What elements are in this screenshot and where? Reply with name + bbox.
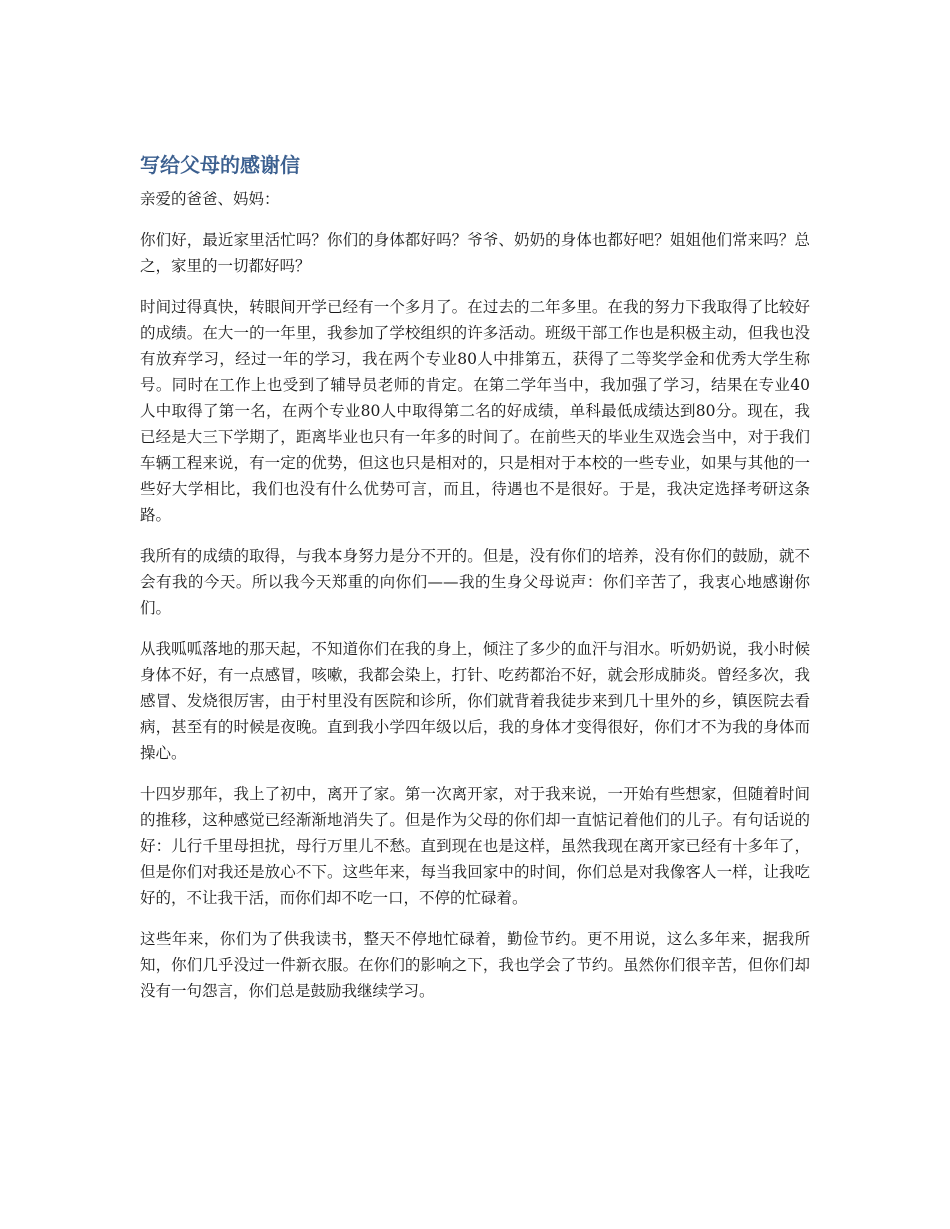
paragraph-greeting: 你们好，最近家里活忙吗？你们的身体都好吗？爷爷、奶奶的身体也都好吧？姐姐他们常来吗？总之，家里的一切都好吗？	[140, 231, 810, 275]
document-title: 写给父母的感谢信	[140, 153, 300, 177]
letter-page	[140, 150, 810, 1019]
paragraph-frugality: 这些年来，你们为了供我读书，整天不停地忙碌着，勤俭节约。更不用说，这么多年来，据我所知，你们几乎没过一件新衣服。在你们的影响之下，我也学会了节约。虽然你们很辛苦，但你们却没有一句怨言，你们总是鼓励我继续学习。	[140, 930, 810, 1000]
paragraph-gratitude: 我所有的成绩的取得，与我本身努力是分不开的。但是，没有你们的培养，没有你们的鼓励，就不会有我的今天。所以我今天郑重的向你们——我的生身父母说声：你们辛苦了，我衷心地感谢你们。	[140, 547, 810, 617]
paragraph-childhood: 从我呱呱落地的那天起，不知道你们在我的身上，倾注了多少的血汗与泪水。听奶奶说，我小时候身体不好，有一点感冒，咳嗽，我都会染上，打针、吃药都治不好，就会形成肺炎。曾经多次，我感冒、发烧很厉害，由于村里没有医院和诊所，你们就背着我徒步来到几十里外的乡，镇医院去看病，甚至有的时候是夜晚。直到我小学四年级以后，我的身体才变得很好，你们才不为我的身体而操心。	[140, 640, 810, 762]
paragraph-leaving-home: 十四岁那年，我上了初中，离开了家。第一次离开家，对于我来说，一开始有些想家，但随着时间的推移，这种感觉已经渐渐地消失了。但是作为父母的你们却一直惦记着他们的儿子。有句话说的好：儿行千里母担扰，母行万里儿不愁。直到现在也是这样，虽然我现在离开家已经有十多年了，但是你们对我还是放心不下。这些年来，每当我回家中的时间，你们总是对我像客人一样，让我吃好的，不让我干活，而你们却不吃一口，不停的忙碌着。	[140, 785, 810, 907]
salutation: 亲爱的爸爸、妈妈：	[140, 190, 280, 208]
paragraph-achievements: 时间过得真快，转眼间开学已经有一个多月了。在过去的二年多里。在我的努力下我取得了比较好的成绩。在大一的一年里，我参加了学校组织的许多活动。班级干部工作也是积极主动，但我也没有放弃学习，经过一年的学习，我在两个专业80人中排第五，获得了二等奖学金和优秀大学生称号。同时在工作上也受到了辅导员老师的肯定。在第二学年当中，我加强了学习，结果在专业40人中取得了第一名，在两个专业80人中取得第二名的好成绩，单科最低成绩达到80分。现在，我已经是大三下学期了，距离毕业也只有一年多的时间了。在前些天的毕业生双选会当中，对于我们车辆工程来说，有一定的优势，但这也只是相对的，只是相对于本校的一些专业，如果与其他的一些好大学相比，我们也没有什么优势可言，而且，待遇也不是很好。于是，我决定选择考研这条路。	[140, 298, 810, 524]
